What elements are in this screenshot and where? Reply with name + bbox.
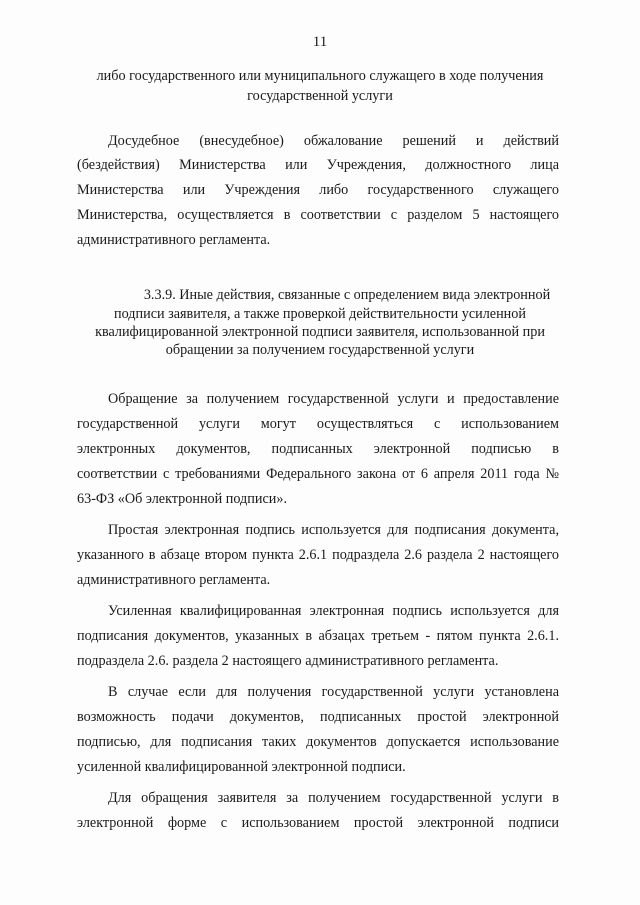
paragraph-line: Министерства или Учреждения либо государственного служащего (77, 182, 559, 198)
paragraph-line: Министерства, осуществляется в соответствии с разделом 5 настоящего (77, 207, 559, 223)
paragraph-line: государственной услуги могут осуществляться с использованием (77, 416, 559, 432)
paragraph-line: подписью, для подписания таких документов допускается использование (77, 734, 559, 750)
paragraph-line: административного регламента. (77, 572, 271, 588)
paragraph-line: 63-ФЗ «Об электронной подписи». (77, 491, 287, 507)
section-heading-line: 3.3.9. Иные действия, связанные с определением вида электронной (143, 287, 551, 303)
heading-line: государственной услуги (247, 88, 393, 104)
section-heading-line: подписи заявителя, а также проверкой действительности усиленной (114, 306, 526, 322)
paragraph-line: электронных документов, подписанных электронной подписью в (77, 441, 559, 457)
paragraph-line: административного регламента. (77, 232, 271, 248)
paragraph-line: (бездействия) Министерства или Учреждения, должностного лица (77, 157, 559, 173)
paragraph-line: подраздела 2.6. раздела 2 настоящего административного регламента. (77, 653, 499, 669)
paragraph-line: В случае если для получения государственной услуги установлена (108, 684, 559, 700)
paragraph-line: Усиленная квалифицированная электронная подпись используется для (108, 603, 559, 619)
paragraph-line: Обращение за получением государственной услуги и предоставление (108, 391, 559, 407)
paragraph-line: усиленной квалифицированной электронной подписи. (77, 759, 406, 775)
paragraph-line: Досудебное (внесудебное) обжалование решений и действий (108, 133, 559, 149)
paragraph-line: Для обращения заявителя за получением государственной услуги в (108, 790, 559, 806)
section-heading-line: обращении за получением государственной услуги (165, 342, 475, 358)
paragraph-line: указанного в абзаце втором пункта 2.6.1 подраздела 2.6 раздела 2 настоящего (77, 547, 559, 563)
section-heading-line: квалифицированной электронной подписи заявителя, использованной при (95, 324, 545, 340)
paragraph-line: соответствии с требованиями Федерального закона от 6 апреля 2011 года № (77, 466, 559, 482)
page-number: 11 (312, 34, 328, 50)
paragraph-line: подписания документов, указанных в абзацах третьем - пятом пункта 2.6.1. (77, 628, 559, 644)
paragraph-line: Простая электронная подпись используется для подписания документа, (108, 522, 559, 538)
paragraph-line: возможность подачи документов, подписанных простой электронной (77, 709, 559, 725)
heading-line: либо государственного или муниципального служащего в ходе получения (96, 68, 544, 84)
paragraph-line: электронной форме с использованием простой электронной подписи (77, 815, 559, 831)
